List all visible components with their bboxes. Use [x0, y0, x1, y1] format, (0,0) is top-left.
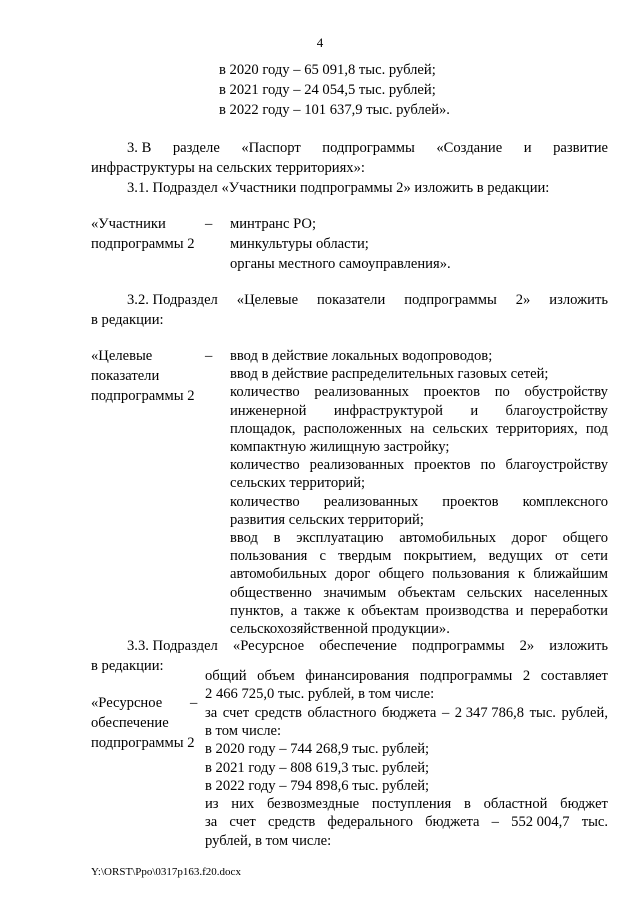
body-word: инфраструктурой — [333, 402, 443, 419]
block1-line: минкультуры области; — [230, 236, 369, 252]
body-word: общий — [205, 668, 247, 684]
body-line: развития сельских территорий; — [230, 511, 424, 528]
body-word: к — [347, 602, 355, 619]
heading-word: и — [523, 140, 532, 156]
body-word: к — [517, 566, 525, 583]
body-line: ввод в действие локальных водопроводов; — [230, 348, 493, 364]
body-line — [230, 457, 608, 474]
block2-dash: – — [205, 348, 213, 364]
subsection-3-3-line2: в редакции: — [91, 658, 164, 674]
body-word: комплексного — [522, 493, 608, 510]
body-word: переработки — [530, 602, 608, 619]
body-word: инженерной — [230, 402, 307, 419]
subsection-3-2-line2: в редакции: — [91, 312, 164, 328]
body-word: автомобильных — [399, 530, 497, 546]
body-word: в — [463, 796, 471, 813]
body-word: тыс. — [529, 704, 556, 721]
body-word: под — [585, 420, 608, 437]
body-word: с — [319, 548, 326, 565]
heading-word: подпрограммы — [322, 140, 415, 156]
body-word: ввод — [230, 530, 258, 546]
body-line: 2 466 725,0 тыс. рублей, в том числе: — [205, 686, 435, 703]
body-word: безвозмездные — [266, 796, 360, 813]
body-word: благоустройству — [505, 402, 608, 419]
page-number: 4 — [316, 35, 324, 50]
body-line — [230, 585, 608, 602]
body-word: рублей, — [561, 704, 608, 721]
heading-word: 3. В — [127, 140, 152, 156]
body-word: количество — [230, 457, 300, 474]
heading-word: «Целевые — [236, 292, 299, 308]
heading-word: 3.3. Подраздел — [127, 638, 218, 654]
body-word: дорог — [335, 566, 371, 583]
body-word: 552 004,7 — [511, 814, 570, 831]
body-word: населенных — [534, 584, 608, 601]
body-word: твердым — [338, 548, 392, 565]
heading-word: 2» — [519, 638, 535, 654]
body-line — [230, 403, 608, 420]
body-line — [205, 796, 608, 813]
top-line-2020: в 2020 году – 65 091,8 тыс. рублей; — [219, 62, 436, 78]
body-word: по — [494, 384, 510, 401]
subsection-3-2-line1 — [127, 292, 608, 309]
body-word: за — [205, 814, 218, 831]
body-line: в том числе: — [205, 722, 282, 739]
body-word: реализованных — [309, 457, 405, 474]
body-line: компактную жилищную застройку; — [230, 439, 450, 455]
top-line-2022: в 2022 году – 101 637,9 тыс. рублей». — [219, 102, 450, 118]
heading-word: развитие — [553, 140, 608, 156]
heading-word: изложить — [549, 638, 608, 654]
body-word: подпрограммы — [419, 668, 513, 684]
body-word: проектов — [442, 493, 499, 510]
body-word: территориях, — [496, 420, 578, 437]
body-word: финансирования — [305, 668, 410, 684]
subsection-3-1: 3.1. Подраздел «Участники подпрограммы 2» изложить в редакции: — [127, 180, 550, 196]
body-word: ведущих — [488, 548, 543, 565]
body-word: а — [290, 602, 298, 619]
body-word: общего — [562, 530, 608, 546]
body-line: в 2021 году – 808 619,3 тыс. рублей; — [205, 759, 430, 776]
body-word: сельских — [432, 420, 489, 437]
body-word: также — [304, 602, 341, 619]
body-word: пользования — [432, 566, 510, 583]
body-word: на — [410, 420, 425, 437]
body-word: сети — [580, 548, 608, 565]
heading-word: «Ресурсное — [232, 638, 305, 654]
body-word: за — [205, 704, 218, 721]
body-line — [230, 566, 608, 583]
body-line — [205, 668, 608, 685]
heading-word: «Паспорт — [241, 140, 301, 156]
body-word: – — [441, 704, 450, 721]
heading-word: 3.2. Подраздел — [127, 292, 218, 308]
body-word: количество — [230, 384, 300, 401]
body-word: покрытием, — [403, 548, 477, 565]
block3-label-line1: «Ресурсное — [91, 695, 163, 711]
top-line-2021: в 2021 году – 24 054,5 тыс. рублей; — [219, 82, 436, 98]
body-word: общественно — [230, 584, 312, 601]
body-line: ввод в действие распределительных газовых сетей; — [230, 366, 549, 383]
body-word: общего — [378, 566, 424, 583]
block2-label-line3: подпрограммы 2 — [91, 388, 195, 404]
body-word: реализованных — [314, 384, 409, 401]
body-word: в — [273, 530, 281, 546]
section3-heading-line2: инфраструктуры на сельских территориях»: — [91, 160, 365, 176]
heading-word: «Создание — [436, 140, 503, 156]
block2-label-line1: «Целевые — [91, 348, 153, 364]
body-word: производства — [425, 602, 509, 619]
body-word: значимым — [323, 584, 387, 601]
body-word: счет — [222, 704, 250, 721]
body-line — [230, 421, 608, 438]
body-word: составляет — [540, 668, 608, 684]
body-word: ближайшим — [533, 566, 608, 583]
body-word: областной — [483, 796, 548, 813]
body-word: пользования — [230, 548, 308, 565]
body-word: реализованных — [323, 493, 419, 510]
body-word: бюджета — [382, 704, 437, 721]
body-line — [230, 494, 608, 511]
body-word: и — [470, 402, 479, 419]
body-word: 2 — [522, 668, 531, 684]
body-word: них — [231, 796, 255, 813]
body-word: поступления — [371, 796, 452, 813]
heading-word: подпрограммы — [411, 638, 505, 654]
block1-label-line1: «Участники — [91, 216, 166, 232]
block2-label-line2: показатели — [91, 368, 160, 384]
body-line: сельскохозяйственной продукции». — [230, 621, 450, 637]
body-word: объектам — [397, 584, 456, 601]
body-word: бюджет — [560, 796, 608, 813]
heading-word: 2» — [515, 292, 531, 308]
file-path-footer: Y:\ORST\Ppo\0317p163.f20.docx — [91, 866, 241, 878]
block1-line: минтранс РО; — [230, 216, 317, 232]
section3-heading-line1 — [127, 140, 608, 157]
block3-label-line3: подпрограммы 2 — [91, 735, 195, 751]
body-word: количество — [230, 493, 300, 510]
body-line: рублей, в том числе: — [205, 832, 332, 849]
heading-word: обеспечение — [319, 638, 397, 654]
body-line — [230, 603, 608, 620]
body-word: средств — [267, 814, 316, 831]
body-line — [205, 814, 608, 831]
body-word: 2 347 786,8 — [454, 704, 525, 721]
heading-word: подпрограммы — [404, 292, 497, 308]
body-word: дорог — [511, 530, 547, 546]
body-word: благоустройству — [505, 457, 608, 474]
body-line — [205, 705, 608, 722]
block1-dash: – — [205, 216, 213, 232]
body-word: расположенных — [303, 420, 403, 437]
body-word: проектов — [423, 384, 480, 401]
body-word: федерального — [327, 814, 413, 831]
body-line — [230, 384, 608, 401]
body-word: автомобильных — [230, 566, 327, 583]
body-word: из — [205, 796, 219, 813]
body-word: проектов — [414, 457, 471, 474]
body-word: сельских — [466, 584, 523, 601]
body-word: обустройству — [524, 384, 608, 401]
heading-word: показатели — [317, 292, 386, 308]
body-word: объем — [257, 668, 295, 684]
body-word: эксплуатацию — [296, 530, 384, 546]
block1-line: органы местного самоуправления». — [230, 256, 451, 272]
block3-label-line2: обеспечение — [91, 715, 169, 731]
body-word: пунктов, — [230, 602, 284, 619]
body-word: тыс. — [581, 814, 608, 831]
body-word: и — [515, 602, 524, 619]
heading-word: разделе — [172, 140, 220, 156]
block3-dash: – — [190, 695, 198, 711]
subsection-3-3-line1 — [127, 638, 608, 655]
body-line: сельских территорий; — [230, 475, 366, 492]
heading-word: изложить — [549, 292, 608, 308]
body-word: бюджета — [425, 814, 480, 831]
body-word: – — [491, 814, 499, 831]
body-word: по — [480, 457, 496, 474]
body-line — [230, 530, 608, 547]
body-word: объектам — [361, 602, 419, 619]
body-word: площадок, — [230, 420, 296, 437]
body-word: счет — [229, 814, 256, 831]
body-line — [230, 548, 608, 565]
body-line: в 2020 году – 744 268,9 тыс. рублей; — [205, 741, 430, 758]
body-word: от — [554, 548, 569, 565]
body-word: областного — [307, 704, 377, 721]
block1-label-line2: подпрограммы 2 — [91, 236, 195, 252]
body-line: в 2022 году – 794 898,6 тыс. рублей; — [205, 777, 430, 794]
body-word: средств — [254, 704, 302, 721]
